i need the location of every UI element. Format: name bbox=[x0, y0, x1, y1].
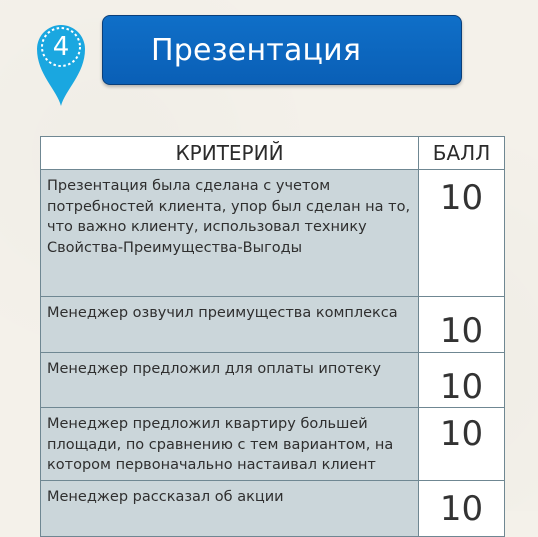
table-row bbox=[41, 353, 505, 408]
criterion-cell: Презентация была сделана с учетом потребностей клиента, упор был сделан на то, что важно клиенту, использовал технику Свойства-Преимущества-Выгоды bbox=[41, 170, 419, 297]
table-row bbox=[41, 297, 505, 353]
criterion-cell: Менеджер предложил квартиру большей площади, по сравнению с тем вариантом, на котором первоначально настаивал клиент bbox=[41, 408, 419, 481]
table-header-row bbox=[41, 137, 505, 170]
score-cell: 10 bbox=[419, 170, 505, 297]
criterion-cell: Менеджер озвучил преимущества комплекса bbox=[41, 297, 419, 353]
section-title-bar bbox=[102, 15, 462, 85]
criterion-column-header: КРИТЕРИЙ bbox=[41, 137, 419, 170]
score-cell: 10 bbox=[419, 353, 505, 408]
step-number: 4 bbox=[52, 32, 70, 62]
table-row bbox=[41, 480, 505, 536]
criteria-table bbox=[40, 136, 505, 537]
table-row bbox=[41, 170, 505, 297]
score-cell: 10 bbox=[419, 480, 505, 536]
page-title: Презентация bbox=[151, 33, 362, 68]
score-cell: 10 bbox=[419, 297, 505, 353]
table-row bbox=[41, 408, 505, 481]
score-cell: 10 bbox=[419, 408, 505, 481]
score-column-header: БАЛЛ bbox=[419, 137, 505, 170]
criterion-cell: Менеджер рассказал об акции bbox=[41, 480, 419, 536]
criterion-cell: Менеджер предложил для оплаты ипотеку bbox=[41, 353, 419, 408]
step-marker-pin bbox=[31, 16, 91, 108]
